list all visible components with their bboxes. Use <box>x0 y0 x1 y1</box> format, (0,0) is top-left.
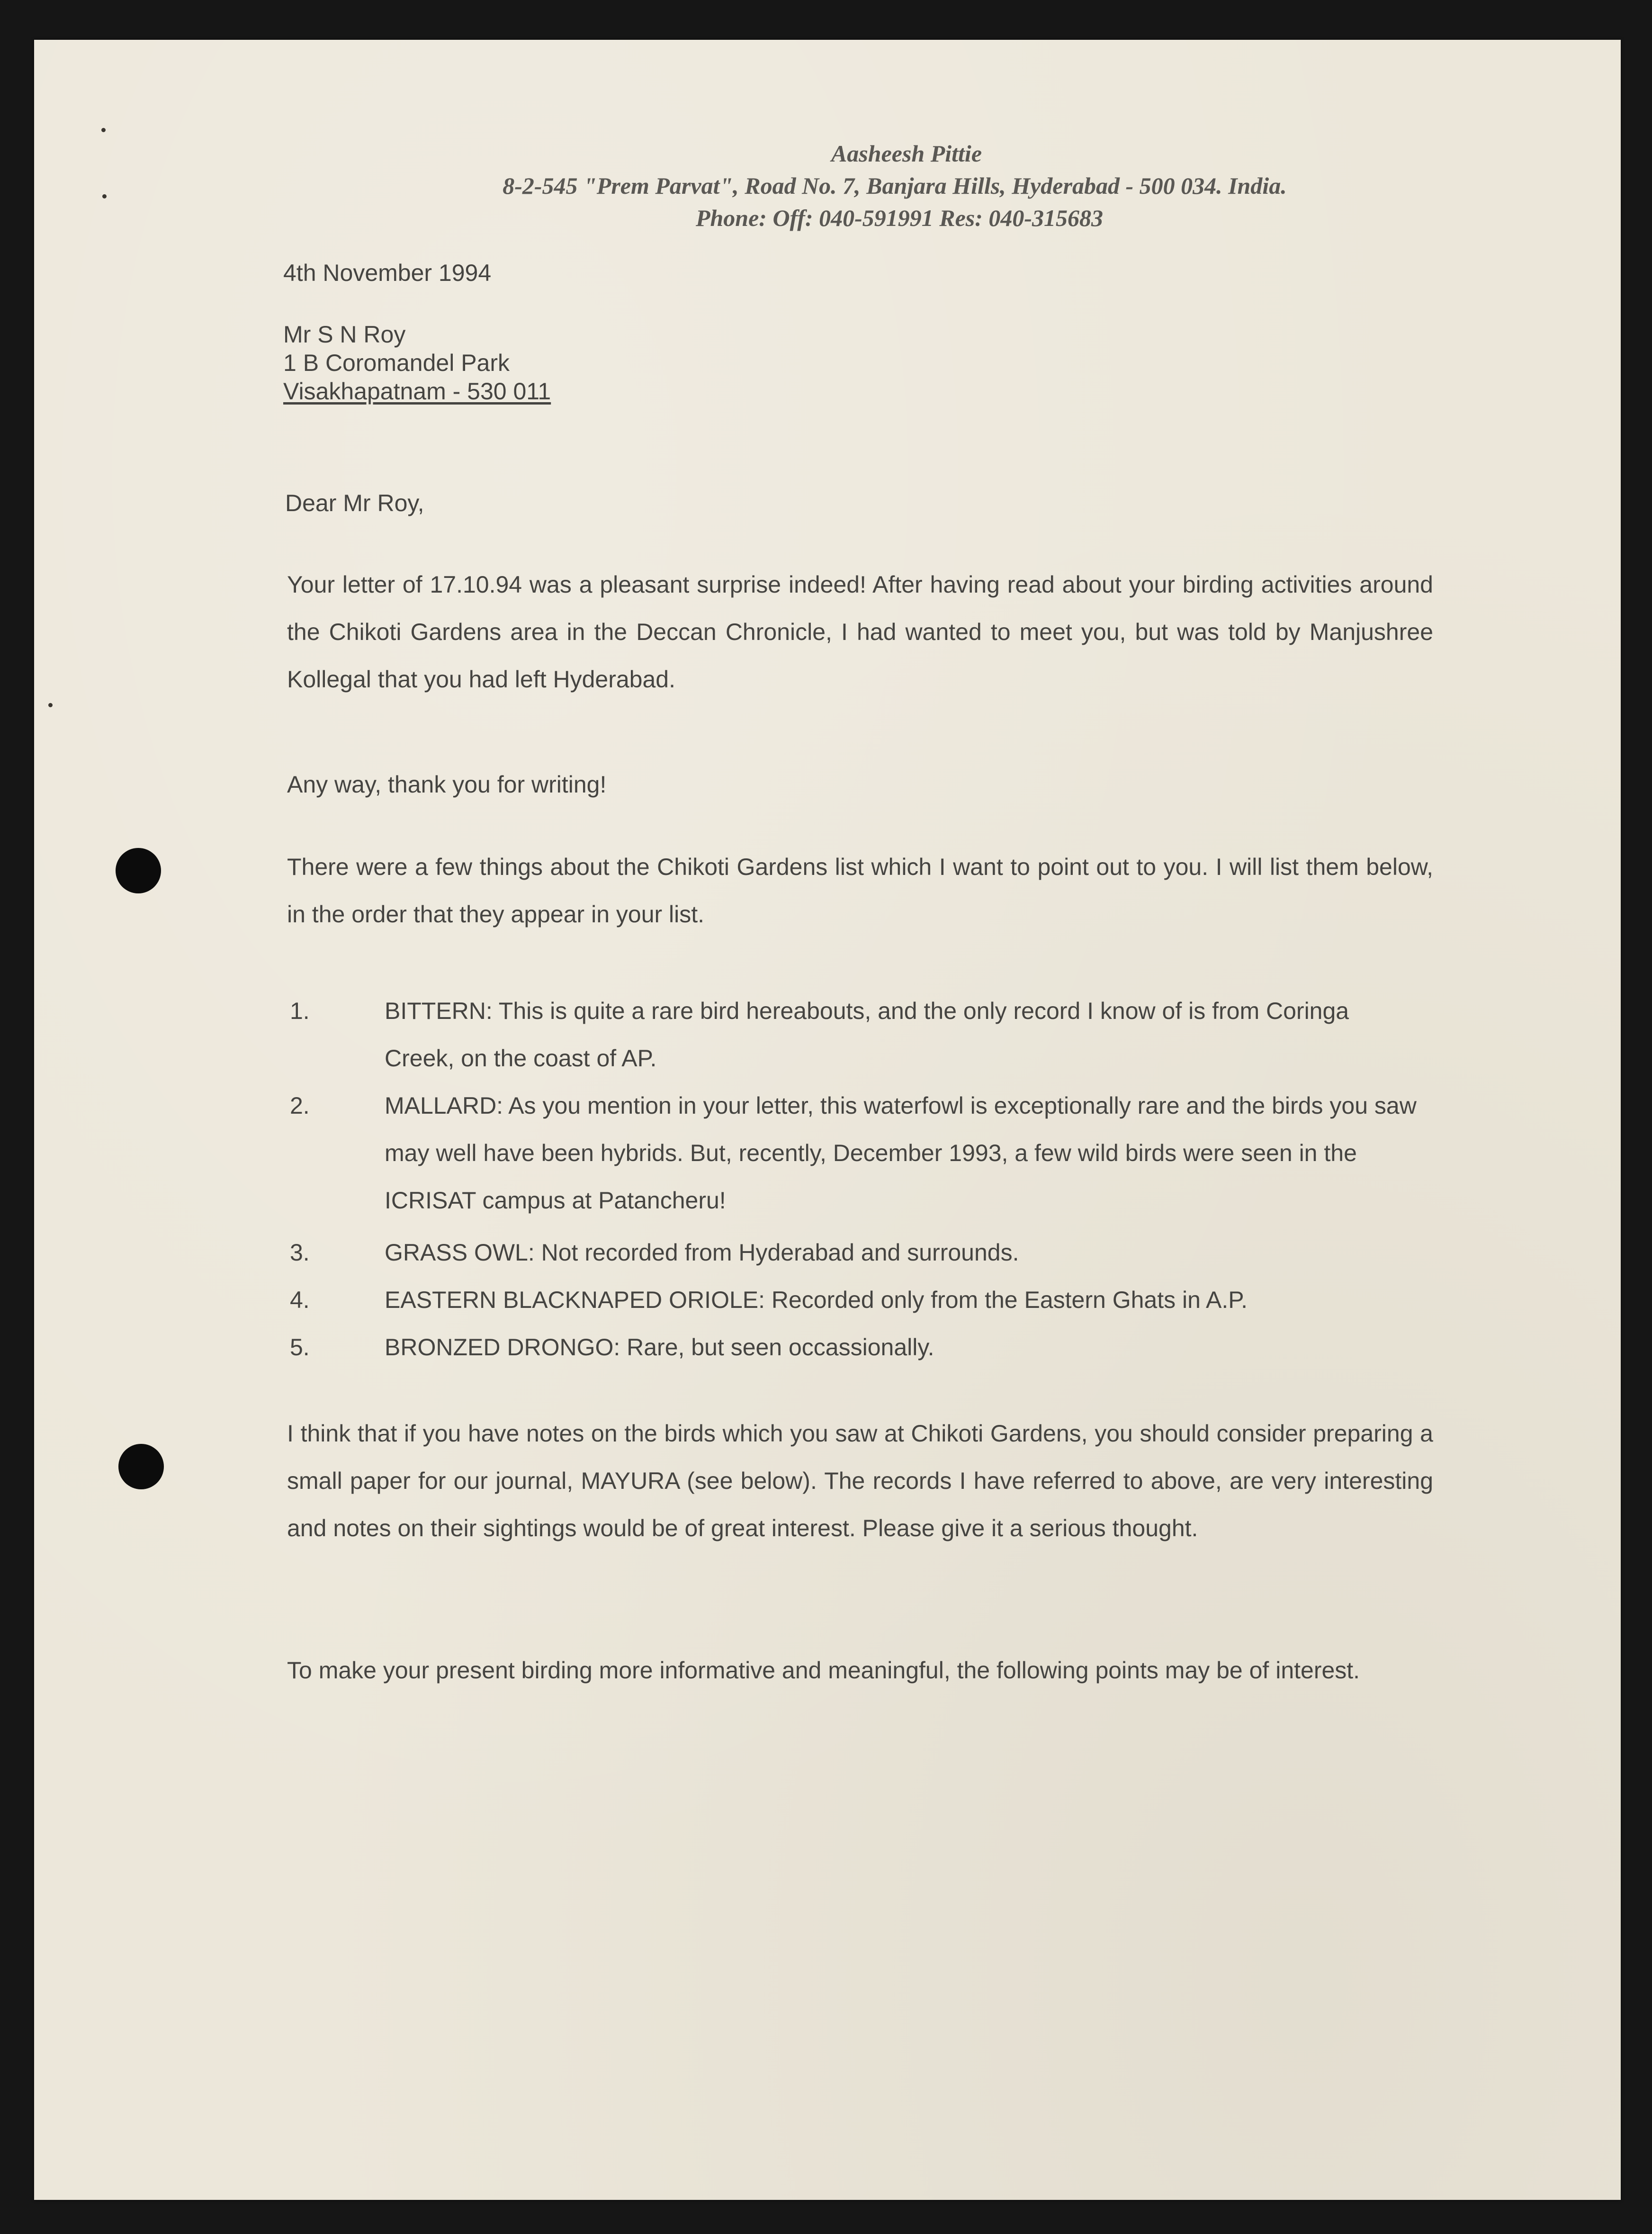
list-item-text: GRASS OWL: Not recorded from Hyderabad and surrounds. <box>385 1239 1019 1266</box>
paragraph-thanks: Any way, thank you for writing! <box>287 771 607 798</box>
recipient-block <box>283 320 551 405</box>
list-item <box>290 1229 1417 1276</box>
recipient-city: Visakhapatnam - 530 011 <box>283 378 551 405</box>
list-item <box>290 1276 1417 1324</box>
paragraph-intro: Your letter of 17.10.94 was a pleasant surprise indeed! After having read about your birding activities around the Chikoti Gardens area in the Deccan Chronicle, I had wanted to meet you, but was told by Manjushree Kollegal that you had left Hyderabad. <box>287 571 1433 693</box>
list-item <box>290 1324 1417 1371</box>
punch-hole-lower <box>118 1444 164 1489</box>
paragraph-closing: To make your present birding more informative and meaningful, the following points may be of interest. <box>287 1657 1360 1684</box>
list-item-number: 4. <box>290 1287 310 1313</box>
list-item-text: BITTERN: This is quite a rare bird hereabouts, and the only record I know of is from Coringa Creek, on the coast of AP. <box>385 998 1349 1072</box>
paper-speck <box>48 703 53 707</box>
letter-date: 4th November 1994 <box>283 260 492 286</box>
letterhead-address: 8-2-545 "Prem Parvat", Road No. 7, Banjara Hills, Hyderabad - 500 034. India. <box>503 172 1287 199</box>
salutation: Dear Mr Roy, <box>285 490 424 516</box>
punch-hole-upper <box>116 848 161 893</box>
list-item-text: BRONZED DRONGO: Rare, but seen occassionally. <box>385 1334 934 1360</box>
list-item-number: 1. <box>290 998 310 1024</box>
letterhead-phone: Phone: Off: 040-591991 Res: 040-315683 <box>695 205 1104 231</box>
list-item-text: MALLARD: As you mention in your letter, this waterfowl is exceptionally rare and the birds you saw may well have been hybrids. But, recently, December 1993, a few wild birds were seen in the ICRISAT campus at Patancheru! <box>385 1092 1417 1214</box>
list-item-number: 5. <box>290 1334 310 1360</box>
list-item-text: EASTERN BLACKNAPED ORIOLE: Recorded only from the Eastern Ghats in A.P. <box>385 1287 1248 1313</box>
list-item <box>290 987 1417 1082</box>
staple-mark <box>101 128 106 132</box>
list-item <box>290 1082 1417 1224</box>
recipient-name: Mr S N Roy <box>283 321 406 348</box>
paragraph-mayura: I think that if you have notes on the birds which you saw at Chikoti Gardens, you should consider preparing a small paper for our journal, MAYURA (see below). The records I have referred to above, are very interesting and notes on their sightings would be of great interest. Please give it a serious thought. <box>287 1420 1433 1541</box>
list-item-number: 3. <box>290 1239 310 1266</box>
letterhead <box>0 137 1652 234</box>
letterhead-name: Aasheesh Pittie <box>831 140 982 167</box>
paragraph-list-intro: There were a few things about the Chikoti Gardens list which I want to point out to you. I will list them below, in the order that they appear in your list. <box>287 854 1433 928</box>
list-item-number: 2. <box>290 1092 310 1119</box>
recipient-street: 1 B Coromandel Park <box>283 350 510 376</box>
